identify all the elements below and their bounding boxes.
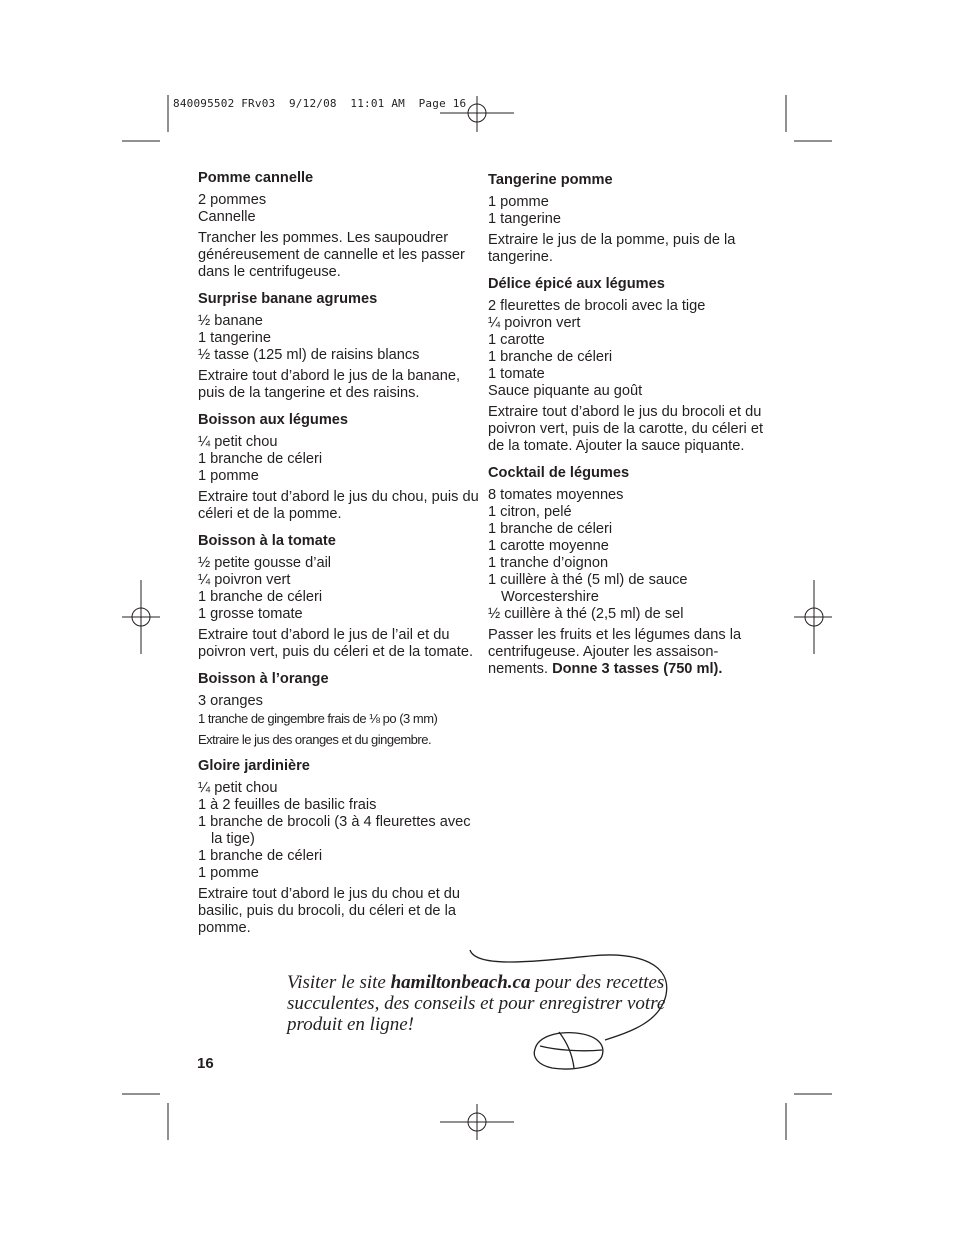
recipe-tangerine-pomme	[488, 172, 763, 266]
ingredient: 1 pomme	[198, 865, 259, 881]
instructions: Extraire le jus de la pomme, puis de la tangerine.	[488, 232, 736, 265]
left-column	[198, 170, 483, 947]
ingredient: 1 citron, pelé	[488, 504, 572, 520]
ingredient-list	[488, 298, 763, 400]
instructions: Extraire tout d’abord le jus du chou, puis du céleri et de la pomme.	[198, 489, 479, 522]
instructions	[488, 627, 763, 678]
ingredient: 1 à 2 feuilles de basilic frais	[198, 797, 377, 813]
ingredient: ½ petite gousse d’ail	[198, 555, 332, 571]
ingredient-list	[488, 194, 763, 228]
recipe-title: Cocktail de légumes	[488, 465, 630, 481]
ingredient: 1 tangerine	[198, 330, 272, 346]
ingredient: ½ banane	[198, 313, 263, 329]
recipe-pomme-cannelle	[198, 170, 483, 281]
ingredient-list	[198, 313, 483, 364]
ingredient: 1 pomme	[198, 468, 259, 484]
ingredient: Cannelle	[198, 209, 256, 225]
ingredient: 1 tomate	[488, 366, 545, 382]
ingredient: 1 carotte moyenne	[488, 538, 609, 554]
recipe-boisson-aux-legumes	[198, 412, 483, 523]
recipe-title: Délice épicé aux légumes	[488, 276, 665, 292]
recipe-title: Boisson à la tomate	[198, 533, 336, 549]
instructions: Extraire tout d’abord le jus du brocoli et du poivron vert, puis de la carotte, du céleri et de la tomate. Ajouter la sauce piquante.	[488, 404, 763, 454]
ingredient: 1 tranche de gingembre frais de ⅛ po (3 mm)	[198, 711, 438, 726]
recipe-boisson-a-la-tomate	[198, 533, 483, 661]
website-link[interactable]: hamiltonbeach.ca	[390, 972, 531, 993]
ingredient: 2 pommes	[198, 192, 267, 208]
ingredient: 1 branche de brocoli (3 à 4 fleurettes avec la tige)	[198, 814, 471, 847]
instructions: Trancher les pommes. Les saupoudrer généreusement de cannelle et les passer dans le centrifugeuse.	[198, 230, 465, 280]
ingredient: 8 tomates moyennes	[488, 487, 624, 503]
ingredient: ¼ poivron vert	[198, 572, 291, 588]
callout-prefix: Visiter le site	[287, 972, 391, 993]
instructions: Extraire tout d’abord le jus de l’ail et du poivron vert, puis du céleri et de la tomate.	[198, 627, 473, 660]
ingredient-list	[198, 192, 483, 226]
instructions: Extraire le jus des oranges et du gingembre.	[198, 732, 432, 747]
right-column	[488, 172, 763, 688]
ingredient: ¼ poivron vert	[488, 315, 581, 331]
instructions-text: Passer les fruits et les légumes dans la centrifugeuse. Ajouter les assaisonnements.	[488, 627, 742, 677]
ingredient-list	[198, 434, 483, 485]
ingredient: 1 tranche d’oignon	[488, 555, 609, 571]
ingredient: 1 cuillère à thé (5 ml) de sauce Worcestershire	[488, 572, 688, 605]
callout-suffix: pour des recettes succulentes, des conseils et pour enregistrer votre produit en ligne!	[287, 972, 666, 1035]
ingredient: 1 grosse tomate	[198, 606, 303, 622]
ingredient-list	[198, 693, 483, 727]
recipe-gloire-jardiniere	[198, 758, 483, 937]
ingredient: 1 carotte	[488, 332, 545, 348]
ingredient: 1 branche de céleri	[488, 349, 613, 365]
ingredient: Sauce piquante au goût	[488, 383, 643, 399]
ingredient: 3 oranges	[198, 693, 263, 709]
ingredient: 1 tangerine	[488, 211, 562, 227]
recipe-title: Boisson aux légumes	[198, 412, 349, 428]
ingredient: 2 fleurettes de brocoli avec la tige	[488, 298, 706, 314]
instructions: Extraire tout d’abord le jus de la banane, puis de la tangerine et des raisins.	[198, 368, 461, 401]
recipe-title: Tangerine pomme	[488, 172, 613, 188]
ingredient: ½ cuillère à thé (2,5 ml) de sel	[488, 606, 684, 622]
ingredient: ¼ petit chou	[198, 434, 278, 450]
ingredient: 1 branche de céleri	[488, 521, 613, 537]
recipe-title: Surprise banane agrumes	[198, 291, 378, 307]
instructions: Extraire tout d’abord le jus du chou et du basilic, puis du brocoli, du céleri et de la pomme.	[198, 886, 461, 936]
ingredient: 1 branche de céleri	[198, 589, 323, 605]
ingredient-list	[198, 780, 483, 882]
recipe-cocktail-de-legumes	[488, 465, 763, 678]
ingredient: ½ tasse (125 ml) de raisins blancs	[198, 347, 420, 363]
yield-text: Donne 3 tasses (750 ml).	[552, 661, 723, 677]
recipe-surprise-banane-agrumes	[198, 291, 483, 402]
recipe-title: Gloire jardinière	[198, 758, 310, 774]
recipe-delice-epice-aux-legumes	[488, 276, 763, 455]
ingredient: 1 pomme	[488, 194, 549, 210]
ingredient: ¼ petit chou	[198, 780, 278, 796]
recipe-boisson-a-l-orange	[198, 671, 483, 748]
recipe-title: Pomme cannelle	[198, 170, 314, 186]
ingredient-list	[488, 487, 763, 623]
ingredient-list	[198, 555, 483, 623]
website-callout	[287, 972, 667, 1035]
ingredient: 1 branche de céleri	[198, 451, 323, 467]
ingredient: 1 branche de céleri	[198, 848, 323, 864]
page-number: 16	[197, 1055, 214, 1072]
recipe-title: Boisson à l’orange	[198, 671, 329, 687]
print-slug: 840095502 FRv03 9/12/08 11:01 AM Page 16	[173, 97, 467, 110]
